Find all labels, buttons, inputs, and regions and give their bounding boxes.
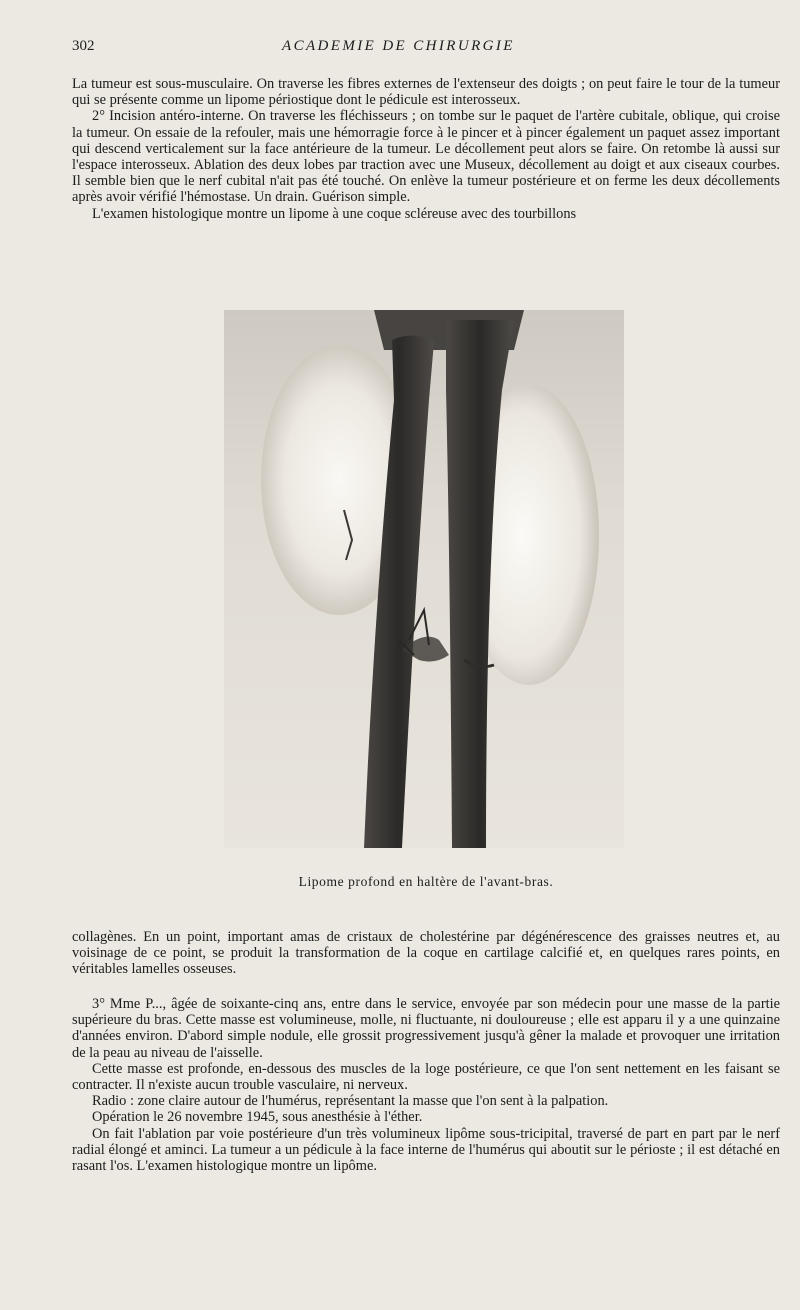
paragraph-histology-continued: collagènes. En un point, important amas de cristaux de cholestérine par dégénérescence des graisses neutres et, au voisinage de ce point, se produit la transformation de la coque en cartilage calcifié et, en quelques rares points, en véritables lamelles osseuses. bbox=[72, 929, 780, 978]
top-text-block bbox=[72, 76, 780, 222]
page-header bbox=[72, 38, 780, 60]
case3-text-block bbox=[72, 996, 780, 1174]
running-title: ACADEMIE DE CHIRURGIE bbox=[282, 38, 515, 54]
figure-caption: Lipome profond en haltère de l'avant-bras. bbox=[298, 874, 554, 889]
xray-figure bbox=[224, 310, 624, 848]
paragraph-case3-exam: Cette masse est profonde, en-dessous des muscles de la loge postérieure, ce que l'on sent nettement en les faisant se contracter. Il n'existe aucun trouble vasculaire, ni nerveux. bbox=[72, 1060, 780, 1094]
paragraph-incision: 2° Incision antéro-interne. On traverse les fléchisseurs ; on tombe sur le paquet de l'artère cubitale, oblique, qui croise la tumeur. On essaie de la refouler, mais une hémorragie force à le pincer et à pincer également un paquet assez important qui descend verticalement sur la face antérieure de la tumeur. Le décollement peut alors se faire. On retombe là aussi sur l'espace interosseux. Ablation des deux lobes par traction avec une Museux, décollement au doigt et aux ciseaux courbes. Il semble bien que le nerf cubital n'ait pas été touché. On enlève la tumeur postérieure et on ferme les deux décollements après avoir vérifié l'hémostase. Un drain. Guérison simple. bbox=[72, 108, 780, 206]
paragraph-case3-radio: Radio : zone claire autour de l'humérus, représentant la masse que l'on sent à la palpation. bbox=[92, 1093, 609, 1110]
paragraph-case3-operation: On fait l'ablation par voie postérieure d'un très volumineux lipôme sous-tricipital, traversé de part en part par le nerf radial élongé et aminci. La tumeur a un pédicule à la face interne de l'humérus qui aboutit sur le périoste ; il est détaché en rasant l'os. L'examen histologique montre un lipôme. bbox=[72, 1125, 780, 1175]
page-number: 302 bbox=[72, 38, 95, 54]
paragraph-case3-intro: 3° Mme P..., âgée de soixante-cinq ans, entre dans le service, envoyée par son médecin pour une masse de la partie supérieure du bras. Cette masse est volumineuse, molle, ni fluctuante, ni douloureuse ; elle est apparu il y a une quinzaine d'années environ. D'abord simple nodule, elle grossit progressivement jusqu'à gêner la malade et provoquer une irritation de la peau au niveau de l'aisselle. bbox=[72, 996, 780, 1061]
paragraph-histology-start: L'examen histologique montre un lipome à une coque scléreuse avec des tourbillons bbox=[92, 205, 577, 222]
continuation-text-block bbox=[72, 929, 780, 978]
paragraph-tumor-description: La tumeur est sous-musculaire. On traverse les fibres externes de l'extenseur des doigts ; on peut faire le tour de la tumeur qui se présente comme un lipome périostique dont le pédicule est interosseux. bbox=[72, 76, 780, 109]
xray-image bbox=[224, 310, 624, 848]
paragraph-case3-operation-date: Opération le 26 novembre 1945, sous anesthésie à l'éther. bbox=[92, 1109, 423, 1126]
